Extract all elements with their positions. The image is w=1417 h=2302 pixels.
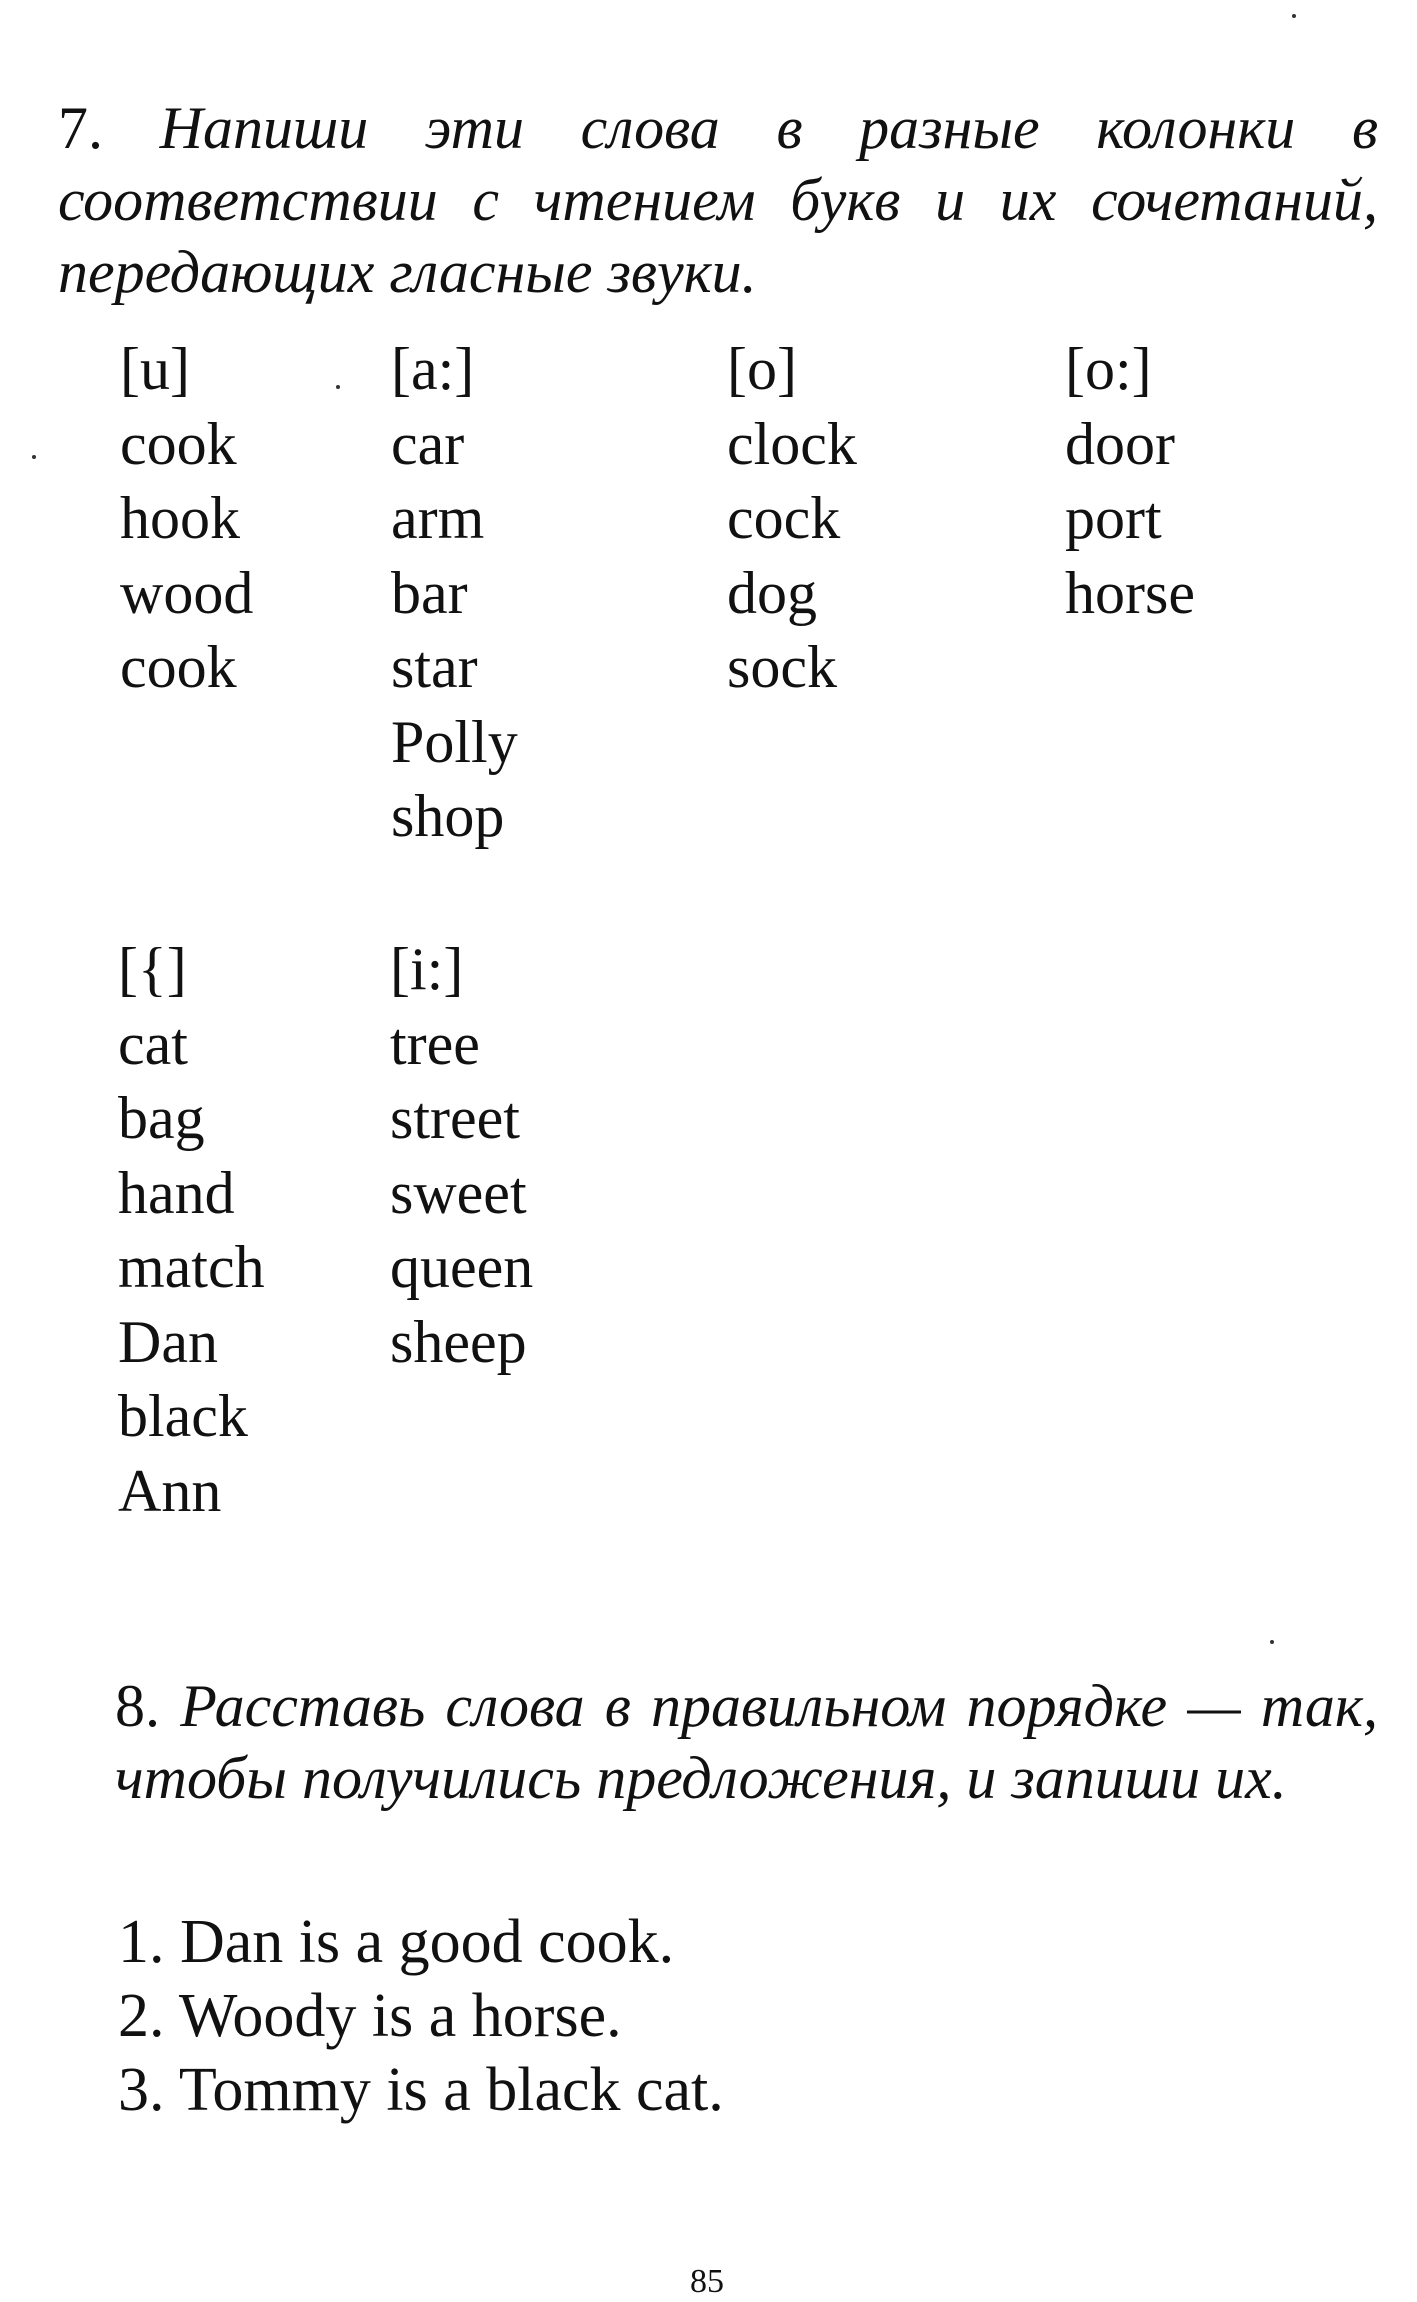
column-i-long (390, 932, 533, 1379)
column-o (727, 332, 857, 705)
column-word: match (118, 1234, 265, 1300)
column-word: arm (391, 485, 485, 551)
column-word: dog (727, 559, 817, 626)
column-word: sheep (390, 1308, 527, 1375)
column-u (120, 332, 253, 705)
scan-speck (1292, 14, 1296, 18)
column-word: sock (727, 634, 837, 700)
column-word: hook (120, 485, 240, 551)
column-header: [{] (118, 936, 187, 1002)
column-word: door (1065, 410, 1175, 477)
column-word: Polly (391, 708, 518, 775)
column-header: [o:] (1065, 336, 1152, 402)
column-word: shop (391, 783, 505, 849)
column-header: [o] (727, 336, 797, 402)
column-word: cook (120, 634, 237, 700)
answer-sentences (118, 1905, 724, 2127)
column-word: tree (390, 1010, 480, 1077)
column-word: cook (120, 410, 237, 477)
column-word: port (1065, 485, 1162, 551)
sentence: 2. Woody is a horse. (118, 1982, 622, 2050)
column-word: Dan (118, 1308, 218, 1375)
scan-speck (1270, 1640, 1274, 1644)
task-7-number: 7. (58, 95, 103, 161)
scan-speck (32, 455, 36, 459)
column-word: bar (391, 559, 468, 626)
column-word: car (391, 410, 465, 477)
column-header: [i:] (390, 936, 464, 1002)
task-7-text: Напиши эти слова в разные колонки в соответствии с чтением букв и их сочетаний, передающих гласные звуки. (58, 95, 1378, 305)
column-word: star (391, 634, 478, 700)
column-word: sweet (390, 1159, 527, 1226)
page-number: 85 (690, 2263, 724, 2300)
column-a-long (391, 332, 518, 854)
column-word: cock (727, 485, 841, 551)
column-word: Ann (118, 1457, 222, 1524)
column-o-long (1065, 332, 1195, 630)
column-header: [a:] (391, 336, 475, 402)
column-word: street (390, 1085, 520, 1151)
column-word: black (118, 1383, 248, 1449)
task-8-number: 8. (115, 1673, 160, 1739)
column-word: queen (390, 1234, 534, 1300)
task-7-instruction (58, 92, 1378, 308)
column-word: wood (120, 559, 254, 626)
column-header: [u] (120, 336, 190, 402)
column-ae (118, 932, 265, 1528)
column-word: clock (727, 410, 857, 477)
sentence: 3. Tommy is a black cat. (118, 2056, 724, 2124)
column-word: bag (118, 1085, 205, 1151)
column-word: hand (118, 1159, 235, 1226)
column-word: horse (1065, 559, 1195, 626)
task-8-text: Расставь слова в правильном порядке — так, чтобы получились предложения, и запиши их. (115, 1673, 1379, 1811)
task-8-instruction (115, 1670, 1378, 1814)
sentence: 1. Dan is a good cook. (118, 1908, 675, 1976)
scan-speck (336, 385, 340, 389)
column-word: cat (118, 1010, 188, 1077)
